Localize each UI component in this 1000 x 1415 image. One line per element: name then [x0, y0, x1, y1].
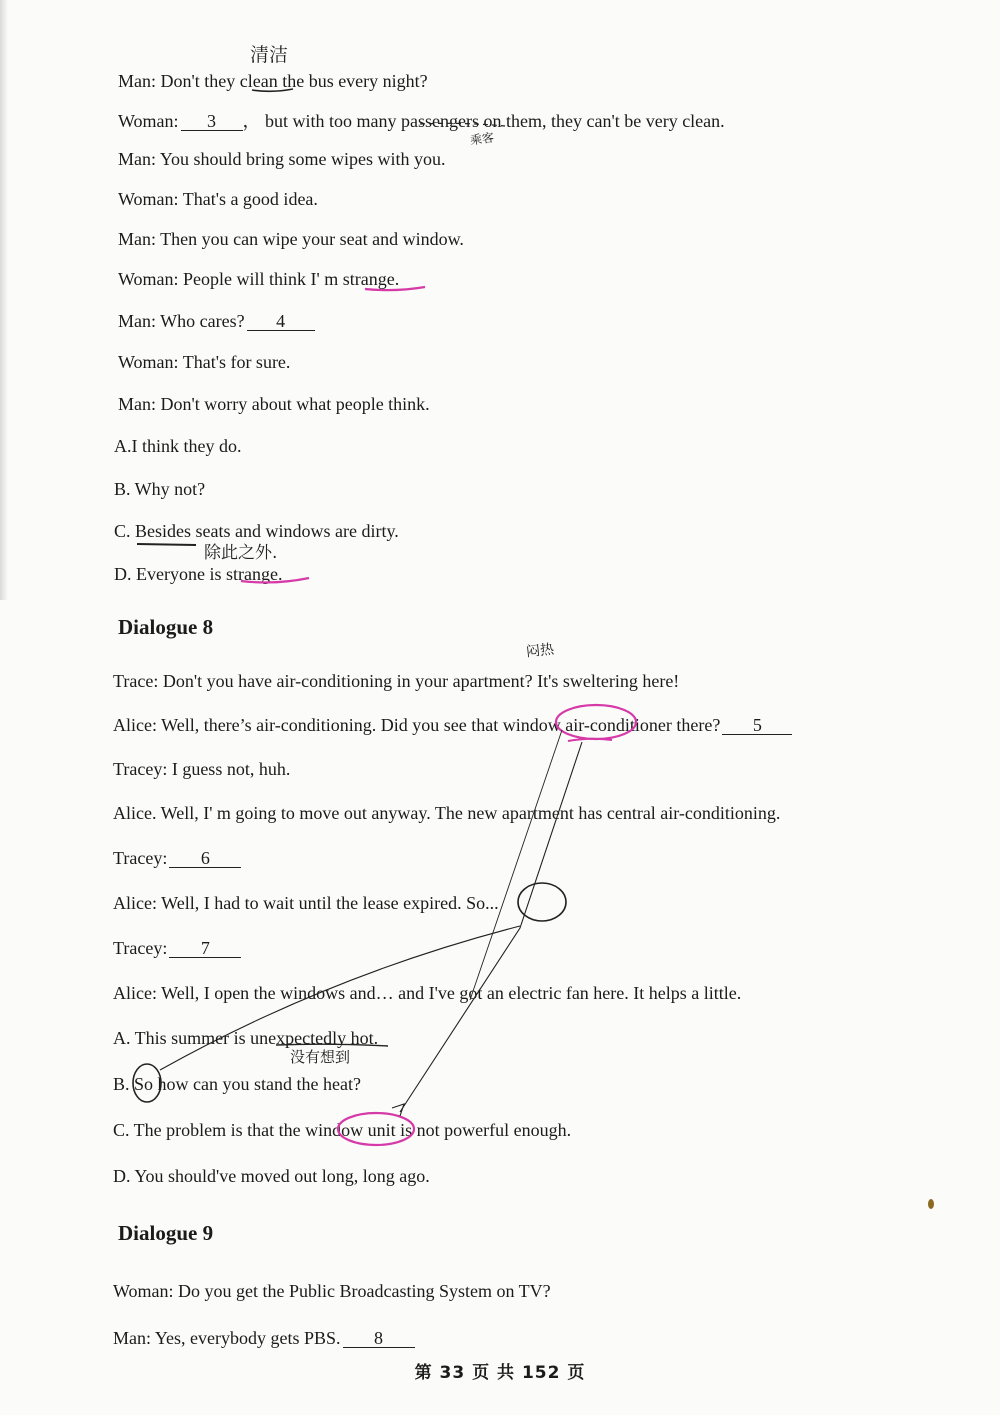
- dialogue-line: Man: Then you can wipe your seat and window.: [118, 229, 464, 249]
- dialogue-line: Woman: That's a good idea.: [118, 189, 318, 209]
- handwritten-note-clean: 清洁: [250, 44, 289, 66]
- answer-blank: 7: [169, 939, 241, 958]
- dialogue-heading: Dialogue 9: [118, 1221, 214, 1245]
- dialogue-line: Alice: Well, I open the windows and… and I've got an electric fan here. It helps a little.: [113, 983, 742, 1003]
- scan-edge-shadow: [0, 0, 8, 600]
- answer-blank: 4: [247, 312, 315, 331]
- option-line: B. So how can you stand the heat?: [113, 1074, 361, 1094]
- handwritten-note-besides: 除此之外.: [204, 543, 278, 563]
- dialogue-line: Man: Don't they clean the bus every night?: [118, 71, 428, 91]
- dialogue-line: Man: Who cares? 4: [118, 310, 315, 332]
- page-number-footer: 第 33 页 共 152 页: [414, 1363, 586, 1383]
- dialogue-line: Tracey: I guess not, huh.: [113, 759, 291, 779]
- dialogue-heading: Dialogue 8: [118, 615, 214, 639]
- dialogue-line: Alice. Well, I' m going to move out anyway. The new apartment has central air-conditioning.: [113, 803, 781, 823]
- dialogue-line: Man: You should bring some wipes with you.: [118, 149, 446, 169]
- option-line: D. You should've moved out long, long ago.: [113, 1166, 430, 1186]
- dialogue-line: Woman: Do you get the Public Broadcasting System on TV?: [113, 1281, 551, 1301]
- option-line: A. This summer is unexpectedly hot.: [113, 1028, 379, 1048]
- dialogue-line: Woman: That's for sure.: [118, 352, 291, 372]
- handwritten-note-unexpectedly: 没有想到: [290, 1048, 351, 1066]
- dialogue-line: Tracey: 6: [113, 847, 241, 869]
- option-line: D. Everyone is strange.: [114, 564, 283, 584]
- option-line: C. Besides seats and windows are dirty.: [114, 521, 399, 541]
- dialogue-line: Woman: 3 ， but with too many passengers on them, they can't be very clean.: [118, 111, 725, 131]
- handwritten-note-passengers: 乘客: [469, 130, 495, 148]
- answer-blank: 8: [343, 1329, 415, 1348]
- answer-blank: 5: [722, 716, 792, 735]
- dialogue-line: Alice: Well, I had to wait until the lease expired. So...: [113, 893, 499, 913]
- dialogue-line: Woman: People will think I' m strange.: [118, 269, 400, 289]
- answer-blank: 6: [169, 849, 241, 868]
- option-line: A.I think they do.: [114, 436, 242, 456]
- option-line: C. The problem is that the window unit is not powerful enough.: [113, 1120, 572, 1140]
- dialogue-line: Tracey: 7: [113, 937, 241, 959]
- dialogue-line: Alice: Well, there’s air-conditioning. Did you see that window air-conditioner there? 5: [113, 714, 792, 736]
- option-line: B. Why not?: [114, 479, 206, 499]
- dialogue-line: Trace: Don't you have air-conditioning in your apartment? It's sweltering here!: [113, 671, 680, 691]
- answer-blank: 3: [181, 112, 243, 131]
- dialogue-line: Man: Yes, everybody gets PBS. 8: [113, 1327, 415, 1349]
- dialogue-line: Man: Don't worry about what people think.: [118, 394, 430, 414]
- handwritten-note-sweltering: 闷热: [525, 641, 555, 661]
